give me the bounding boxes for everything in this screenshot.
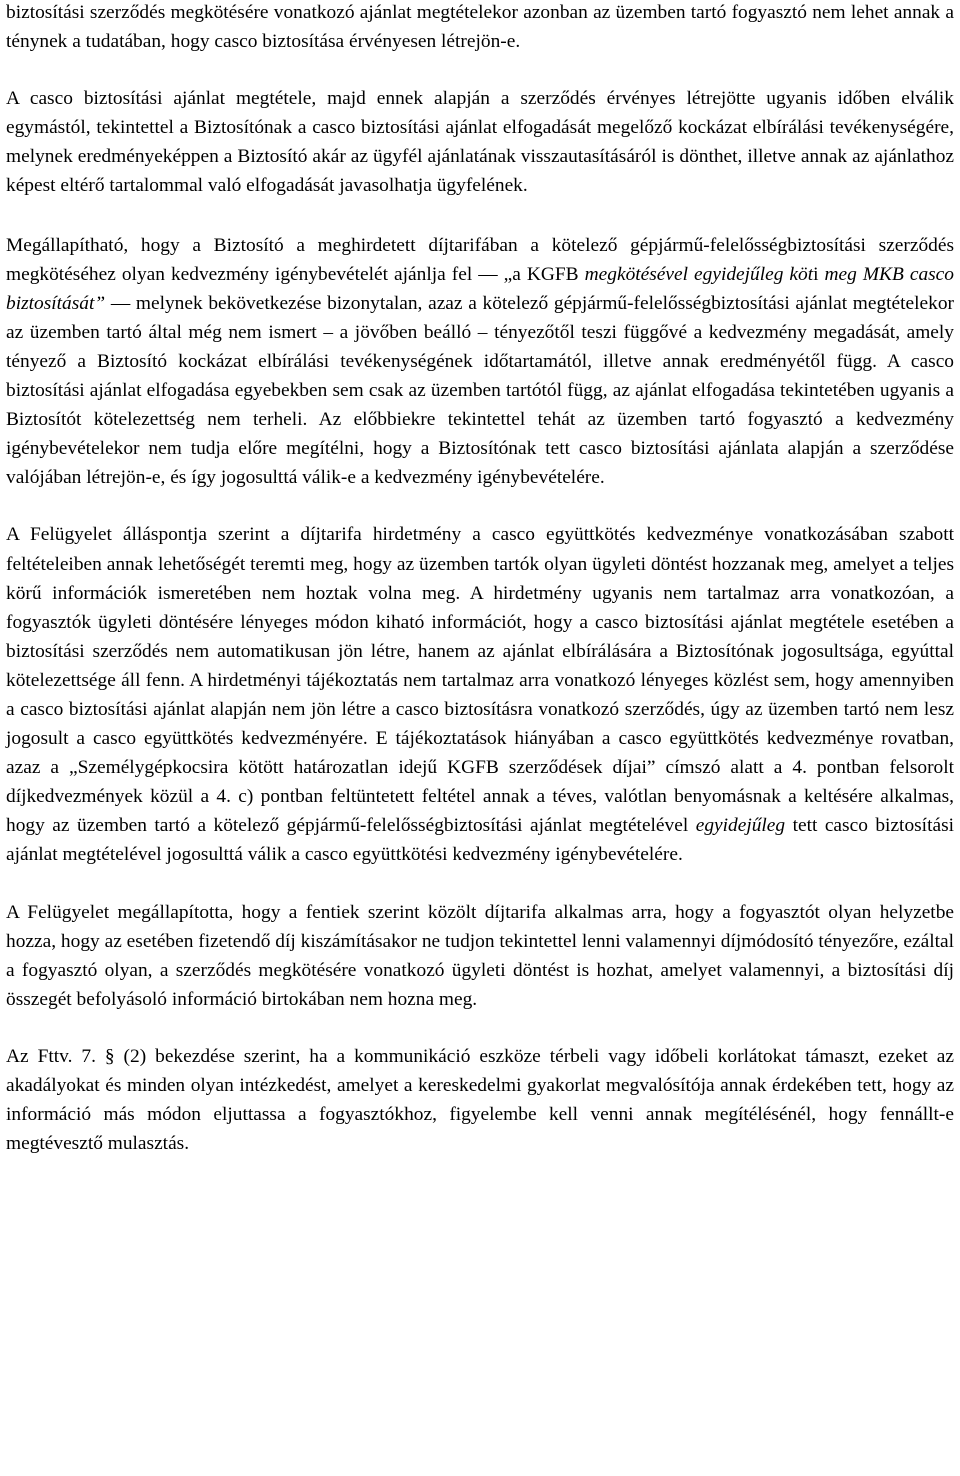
text-run: A Felügyelet álláspontja szerint a díjtarifa hirdetmény a casco együttkötés kedvezménye vonatkozásában szabott feltételeiben annak lehetőségét teremti meg, hogy az üzemben tartók olyan ügyleti döntést hozzanak meg, amelyet a teljes körű információk ismeretében nem hoztak volna meg. A hirdetmény ugyanis nem tartalmaz arra vonatkozóan, a fogyasztók ügyleti döntésére lényeges módon kiható információt, hogy a casco biztosítási ajánlat megtétele esetében a biztosítási szerződés nem automatikusan jön létre, hanem az ajánlat elbírálására a Biztosítónak jogosultsága, egyúttal kötelezettsége áll fenn. A hirdetményi tájékoztatás nem tartalmaz arra vonatkozó lényeges közlést sem, hogy amennyiben a casco biztosítási ajánlat alapján nem jön létre a casco biztosításra vonatkozó szerződés, úgy az üzemben tartó nem lesz jogosult a casco együttkötés kedvezményére. E tájékoztatások hiányában a casco együttkötés kedvezménye rovatban, azaz a „Személygépkocsira kötött határozatlan idejű KGFB szerződések díjai” címszó alatt a 4. pontban felsorolt díjkedvezmények közül a 4. c) pontban feltüntetett feltétel annak a téves, valótlan benyomásnak a keltésére alkalmas, hogy az üzemben tartó a kötelező gépjármű-felelősségbiztosítási ajánlat megtételével — [6, 524, 954, 837]
text-run: Megállapítható, hogy a Biztosító a meghirdetett díjtarifában a kötelező gépjármű-felelősségbiztosítási szerződés megkötéséhez olyan kedvezmény igénybevételét ajánlja fel ― „a KGFB — [6, 234, 954, 285]
paragraph — [6, 898, 954, 1014]
document-page — [6, 0, 954, 1158]
text-run: biztosítási szerződés megkötésére vonatkozó ajánlat megtételekor azonban az üzemben tartó fogyasztó nem lehet annak a ténynek a tudatában, hogy casco biztosítása érvényesen létrejön-e. — [6, 2, 954, 53]
paragraph — [6, 0, 954, 56]
text-run: Az Fttv. 7. § (2) bekezdése szerint, ha a kommunikáció eszköze térbeli vagy időbeli korlátokat támaszt, ezeket az akadályokat és minden olyan intézkedést, amelyet a kereskedelmi gyakorlat megvalósítója annak érdekében tett, hogy az információ más módon eljuttassa a fogyasztókhoz, figyelembe kell venni annak megítélésénél, hogy fennállt-e megtévesztő mulasztás. — [6, 1045, 954, 1155]
paragraph — [6, 520, 954, 869]
italic-text-run: egyidejűleg — [695, 815, 786, 837]
text-run: tett casco biztosítási ajánlat megtételével jogosulttá válik a casco együttkötési kedvezmény igénybevételére. — [6, 815, 954, 866]
paragraph — [6, 231, 954, 493]
text-run: i — [813, 263, 825, 285]
italic-text-run: megkötésével egyidejűleg köt — [584, 263, 814, 285]
text-run: A Felügyelet megállapította, hogy a fentiek szerint közölt díjtarifa alkalmas arra, hogy a fogyasztót olyan helyzetbe hozza, hogy az esetében fizetendő díj kiszámításakor ne tudjon tekintettel lenni valamennyi díjmódosító tényezőre, ezáltal a fogyasztó olyan, a szerződés megkötésére vonatkozó ügyleti döntést is hozhat, amelyet valamennyi, a biztosítási díj összegét befolyásoló információ birtokában nem hozna meg. — [6, 901, 954, 1010]
text-run: A casco biztosítási ajánlat megtétele, majd ennek alapján a szerződés érvényes létrejötte ugyanis időben elválik egymástól, tekintettel a Biztosítónak a casco biztosítási ajánlat elfogadását megelőző kockázat elbírálási tevékenységére, melynek eredményeképpen a Biztosító akár az ügyfél ajánlatának visszautasításáról is dönthet, illetve annak az ajánlathoz képest eltérő tartalommal való elfogadását javasolhatja ügyfelének. — [6, 88, 954, 197]
paragraph — [6, 84, 954, 200]
text-run: ― melynek bekövetkezése bizonytalan, azaz a kötelező gépjármű-felelősségbiztosítási ajánlat megtételekor az üzemben tartó által még nem ismert – a jövőben beálló – tényezőtől teszi függővé a kedvezmény megadását, amely tényező a Biztosító kockázat elbírálási tevékenységének időtartamától, illetve annak eredményétől függ. A casco biztosítási ajánlat elfogadása egyebekben sem csak az üzemben tartótól függ, az ajánlat elfogadása tekintetében ugyanis a Biztosítót kötelezettség nem terheli. Az előbbiekre tekintettel tehát az üzemben tartó fogyasztó a kedvezmény igénybevételekor nem tudja előre megítélni, hogy a Biztosítónak tett casco biztosítási ajánlata alapján a szerződése valójában létrejön-e, és így jogosulttá válik-e a kedvezmény igénybevételére. — [6, 292, 954, 489]
italic-text-run: meg MKB casco biztosítását” — [6, 263, 954, 314]
paragraph — [6, 1042, 954, 1158]
